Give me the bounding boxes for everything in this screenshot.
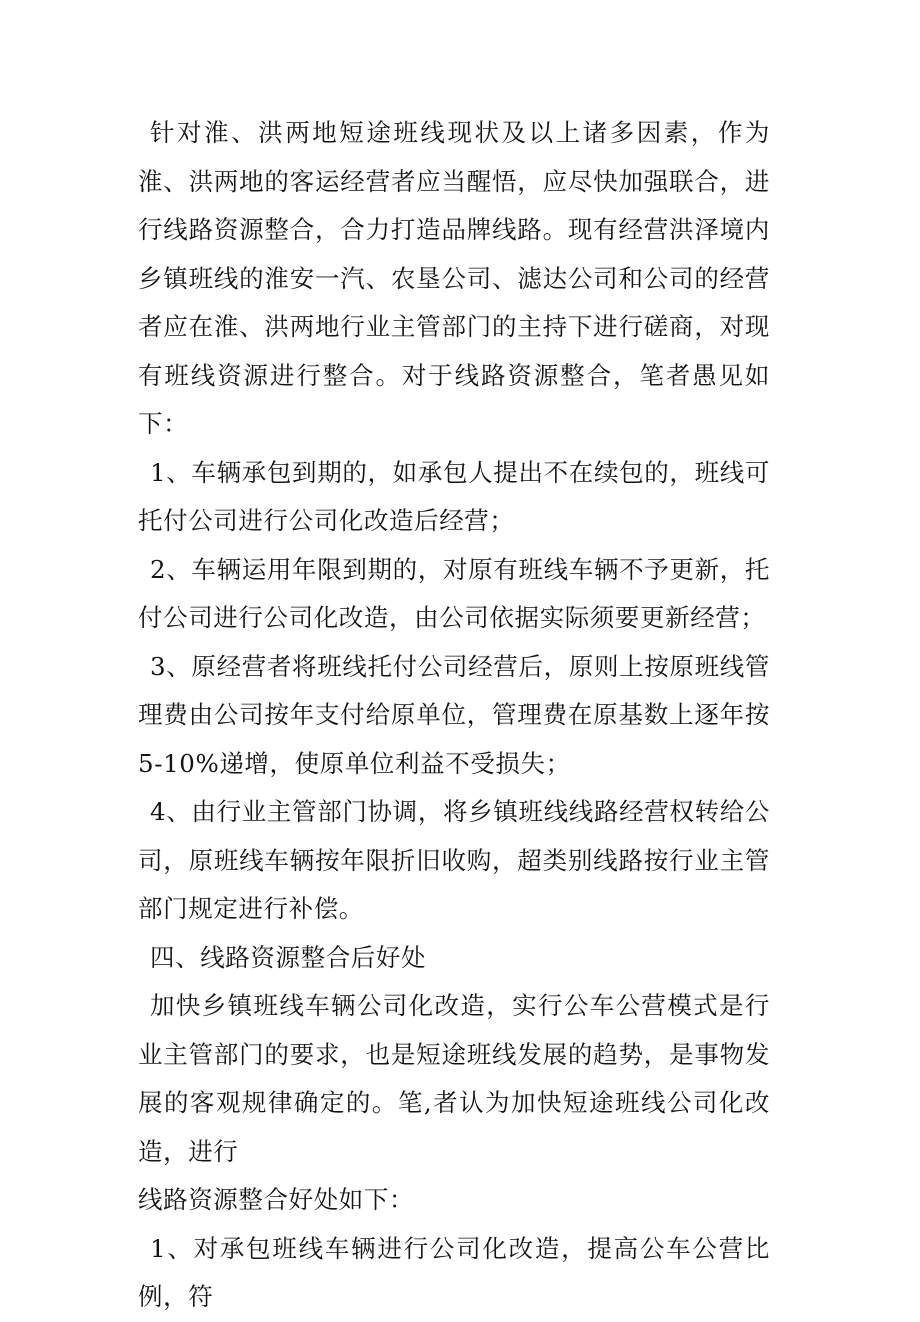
paragraph-benefits-intro: 加快乡镇班线车辆公司化改造，实行公车公营模式是行业主管部门的要求，也是短途班线发展的趋势，是事物发展的客观规律确定的。笔,者认为加快短途班线公司化改造，进行 [138,991,770,1166]
paragraph-item-4: 4、由行业主管部门协调，将乡镇班线线路经营权转给公司，原班线车辆按年限折旧收购，超类别线路按行业主管部门规定进行补偿。 [138,797,770,923]
paragraph-item-3: 3、原经营者将班线托付公司经营后，原则上按原班线管理费由公司按年支付给原单位，管理费在原基数上逐年按5-10%递增，使原单位利益不受损失； [138,651,770,778]
document-body [138,109,770,1322]
section-heading-four: 四、线路资源整合后好处 [150,942,427,972]
paragraph-benefits-lead: 线路资源整合好处如下： [138,1185,415,1214]
paragraph-item-1: 1、车辆承包到期的，如承包人提出不在续包的，班线可托付公司进行公司化改造后经营； [138,457,770,535]
paragraph-item-2: 2、车辆运用年限到期的，对原有班线车辆不予更新，托付公司进行公司化改造，由公司依据实际须要更新经营； [138,554,770,632]
paragraph-intro: 针对淮、洪两地短途班线现状及以上诸多因素，作为淮、洪两地的客运经营者应当醒悟，应尽快加强联合，进行线路资源整合，合力打造品牌线路。现有经营洪泽境内乡镇班线的淮安一汽、农垦公司、滤达公司和公司的经营者应在淮、洪两地行业主管部门的主持下进行磋商，对现有班线资源进行整合。对于线路资源整合，笔者愚见如下： [138,118,770,438]
paragraph-benefit-1: 1、对承包班线车辆进行公司化改造，提高公车公营比例，符 [138,1233,770,1311]
